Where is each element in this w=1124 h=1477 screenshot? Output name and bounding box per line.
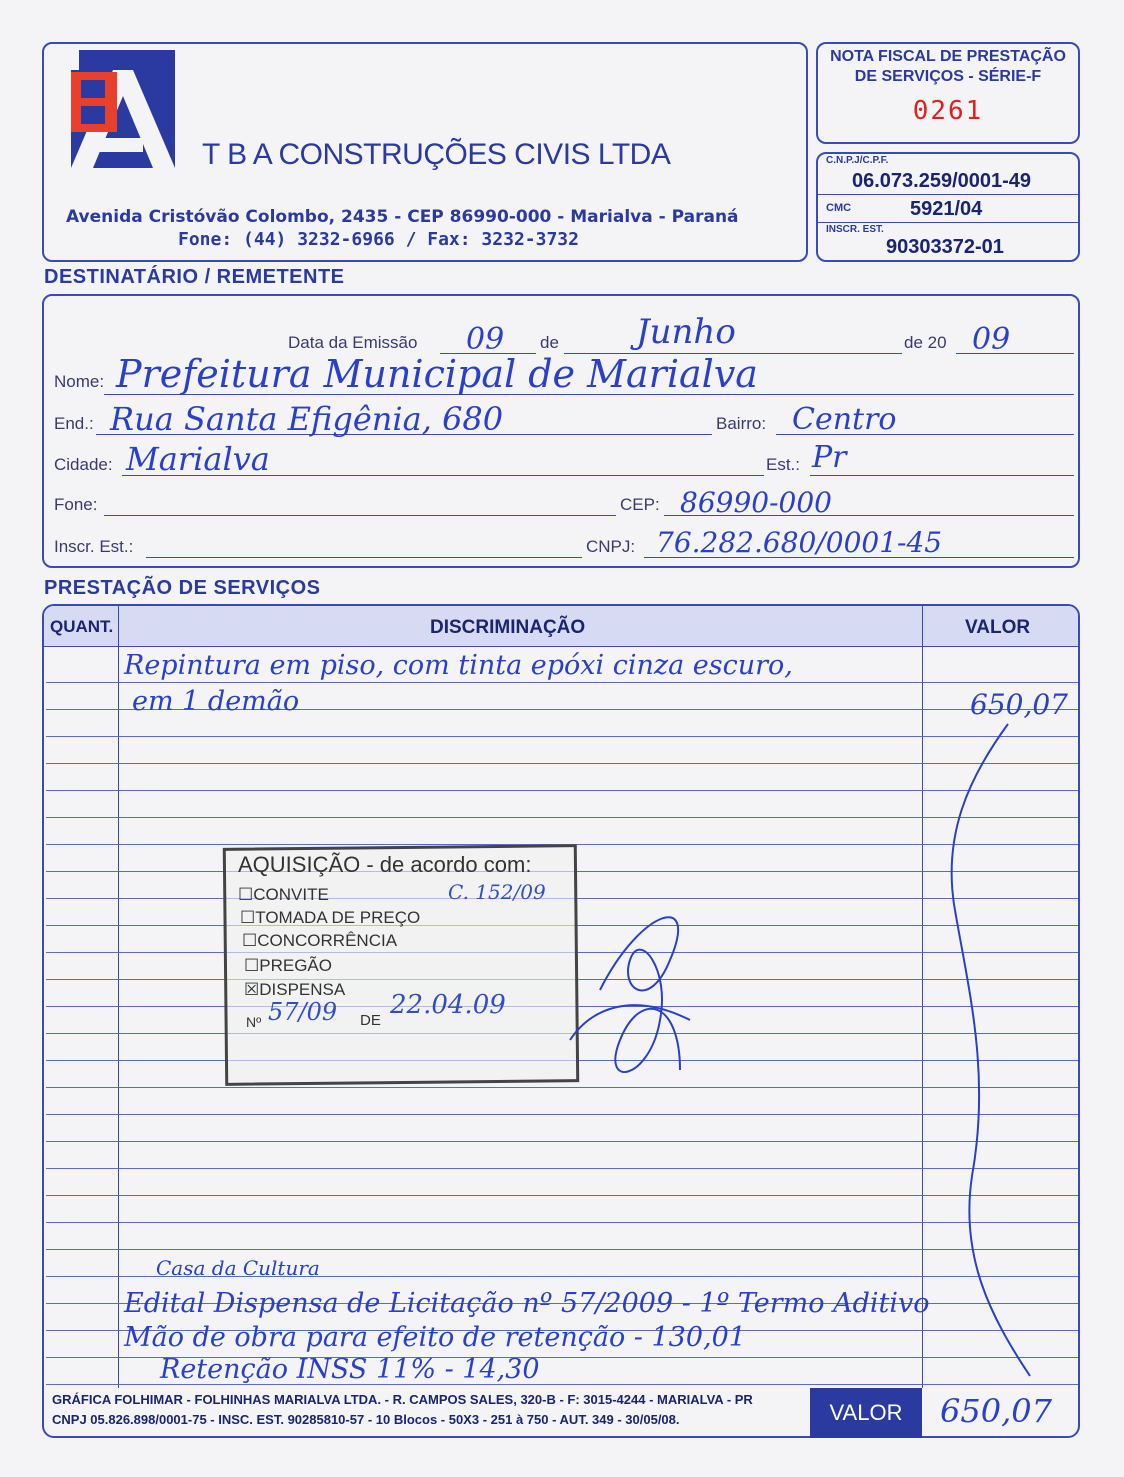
note-line-1: Edital Dispensa de Licitação nº 57/2009 - 1º Termo Aditivo: [124, 1288, 930, 1319]
footer-valor-label: VALOR: [810, 1388, 922, 1438]
table-rule: [46, 763, 1078, 764]
valor-dash-curve: [930, 716, 1080, 1396]
col-quant-header: QUANT.: [50, 617, 114, 636]
cnpj-dest-value: 76.282.680/0001-45: [656, 526, 943, 559]
stamp-date: 22.04.09: [390, 990, 506, 1020]
fone-label: Fone:: [54, 495, 98, 514]
table-rule: [46, 1168, 1078, 1169]
stamp-opt-convite: ☐CONVITE: [238, 885, 329, 904]
footer-valor: 650,07: [940, 1392, 1052, 1430]
table-rule: [46, 1195, 1078, 1196]
note-line-3: Retenção INSS 11% - 14,30: [160, 1354, 540, 1385]
stamp-num-label: Nº: [246, 1014, 262, 1030]
signature-icon: [560, 870, 730, 1130]
destinatario-title: DESTINATÁRIO / REMETENTE: [44, 266, 345, 288]
table-rule: [46, 736, 1078, 737]
service-line-1: Repintura em piso, com tinta epóxi cinza escuro,: [124, 650, 793, 681]
nota-number: 0261: [912, 96, 984, 126]
date-month: Junho: [636, 312, 736, 352]
tba-logo-icon: [55, 50, 180, 170]
table-rule: [46, 1141, 1078, 1142]
checkbox-icon: ☐: [240, 908, 256, 927]
footer-line-1: GRÁFICA FOLHIMAR - FOLHINHAS MARIALVA LTDA. - R. CAMPOS SALES, 320-B - F: 3015-4244 - MARIALVA - PR: [52, 1392, 753, 1407]
nome-value: Prefeitura Municipal de Marialva: [116, 352, 758, 396]
date-year-label: de 20: [904, 333, 947, 352]
servicos-title: PRESTAÇÃO DE SERVIÇOS: [44, 577, 321, 599]
inscr-label: INSCR. EST.: [826, 224, 884, 235]
company-phone: Fone: (44) 3232-6966 / Fax: 3232-3732: [178, 229, 579, 250]
cmc-value: 5921/04: [910, 198, 983, 220]
stamp-convite-note: C. 152/09: [448, 880, 546, 904]
footer-line-2: CNPJ 05.826.898/0001-75 - INSC. EST. 90285810-57 - 10 Blocos - 50X3 - 251 à 750 - AUT. 349 - 30/05/08.: [52, 1412, 680, 1427]
table-rule: [46, 1222, 1078, 1223]
checkbox-icon: ☐: [238, 885, 254, 904]
company-name: T B A CONSTRUÇÕES CIVIS LTDA: [202, 138, 671, 171]
bairro-label: Bairro:: [716, 414, 767, 433]
date-day: 09: [466, 322, 505, 357]
cep-label: CEP:: [620, 495, 660, 514]
inscr-est-label: Inscr. Est.:: [54, 537, 134, 556]
stamp-opt-pregao: ☐PREGÃO: [244, 956, 332, 975]
table-rule: [46, 1249, 1078, 1250]
end-value: Rua Santa Efigênia, 680: [110, 400, 504, 438]
cmc-label: CMC: [826, 202, 852, 214]
est-value: Pr: [812, 440, 847, 475]
table-rule: [46, 790, 1078, 791]
stamp-num: 57/09: [268, 998, 338, 1026]
stamp-opt-concorrencia: ☐CONCORRÊNCIA: [242, 931, 398, 950]
stamp-title: AQUISIÇÃO - de acordo com:: [238, 852, 532, 877]
est-label: Est.:: [766, 455, 801, 474]
date-year: 09: [972, 322, 1011, 357]
cnpj-value: 06.073.259/0001-49: [852, 170, 1032, 192]
service-valor: 650,07: [970, 688, 1068, 721]
bairro-value: Centro: [792, 402, 897, 437]
date-de-label: de: [540, 333, 559, 352]
table-rule: [46, 817, 1078, 818]
checkbox-icon: ☐: [244, 956, 260, 975]
end-label: End.:: [54, 414, 94, 433]
date-label: Data da Emissão: [288, 333, 418, 352]
stamp-opt-tomada: ☐TOMADA DE PREÇO: [240, 908, 421, 927]
note-line-2: Mão de obra para efeito de retenção - 130,01: [124, 1322, 746, 1353]
col-disc-header: DISCRIMINAÇÃO: [430, 617, 586, 638]
checkbox-icon: ☐: [242, 931, 258, 950]
col-valor-header: VALOR: [965, 617, 1031, 638]
inscr-value: 90303372-01: [886, 236, 1004, 258]
company-address: Avenida Cristóvão Colombo, 2435 - CEP 86990-000 - Marialva - Paraná: [66, 207, 739, 227]
table-rule: [46, 682, 1078, 683]
nome-label: Nome:: [54, 372, 105, 391]
nota-title-line1: NOTA FISCAL DE PRESTAÇÃO: [830, 48, 1066, 65]
note-top: Casa da Cultura: [156, 1256, 320, 1280]
stamp-opt-dispensa: ☒DISPENSA: [244, 980, 346, 999]
cnpj-dest-label: CNPJ:: [586, 537, 636, 556]
nota-title-line2: DE SERVIÇOS - SÉRIE-F: [854, 68, 1042, 85]
checkbox-checked-icon: ☒: [244, 980, 260, 999]
service-line-2: em 1 demão: [132, 686, 300, 717]
cidade-value: Marialva: [126, 440, 270, 478]
cidade-label: Cidade:: [54, 455, 113, 474]
cep-value: 86990-000: [680, 486, 832, 519]
cnpj-label: C.N.P.J/C.P.F.: [826, 155, 889, 166]
stamp-de-label: DE: [360, 1012, 381, 1029]
